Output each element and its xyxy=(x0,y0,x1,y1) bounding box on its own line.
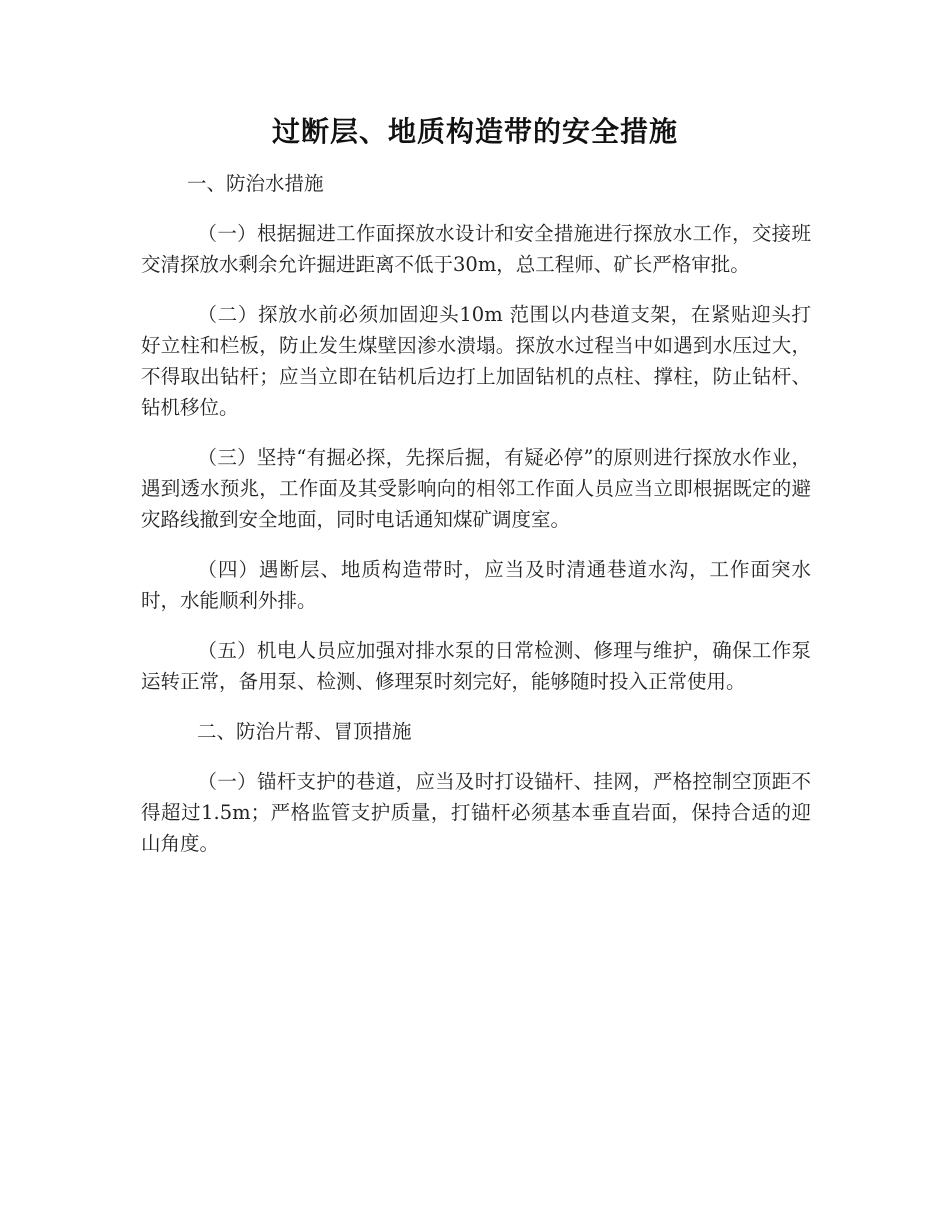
section-heading-roof-control: 二、防治片帮、冒顶措施 xyxy=(197,720,412,743)
paragraph-water-4: （四）遇断层、地质构造带时，应当及时清通巷道水沟，工作面突水时，水能顺利外排。 xyxy=(141,558,811,612)
paragraph-roof-1: （一）锚杆支护的巷道，应当及时打设锚杆、挂网，严格控制空顶距不得超过1.5m；严格监管支护质量，打锚杆必须基本垂直岩面，保持合适的迎山角度。 xyxy=(141,770,811,855)
section-heading-water-control: 一、防治水措施 xyxy=(187,172,324,195)
document-title: 过断层、地质构造带的安全措施 xyxy=(271,115,678,148)
paragraph-water-5: （五）机电人员应加强对排水泵的日常检测、修理与维护，确保工作泵运转正常，备用泵、检测、修理泵时刻完好，能够随时投入正常使用。 xyxy=(141,639,811,693)
paragraph-water-3: （三）坚持“有掘必探，先探后掘，有疑必停”的原则进行探放水作业，遇到透水预兆，工作面及其受影响向的相邻工作面人员应当立即根据既定的避灾路线撤到安全地面，同时电话通知煤矿调度室。 xyxy=(141,446,811,531)
paragraph-water-2: （二）探放水前必须加固迎头10m 范围以内巷道支架，在紧贴迎头打好立柱和栏板，防止发生煤壁因渗水溃塌。探放水过程当中如遇到水压过大，不得取出钻杆；应当立即在钻机后边打上加固钻机的点柱、撑柱，防止钻杆、钻机移位。 xyxy=(141,303,811,419)
paragraph-water-1: （一）根据掘进工作面探放水设计和安全措施进行探放水工作，交接班交清探放水剩余允许掘进距离不低于30m，总工程师、矿长严格审批。 xyxy=(141,222,811,276)
document-body xyxy=(141,168,811,878)
